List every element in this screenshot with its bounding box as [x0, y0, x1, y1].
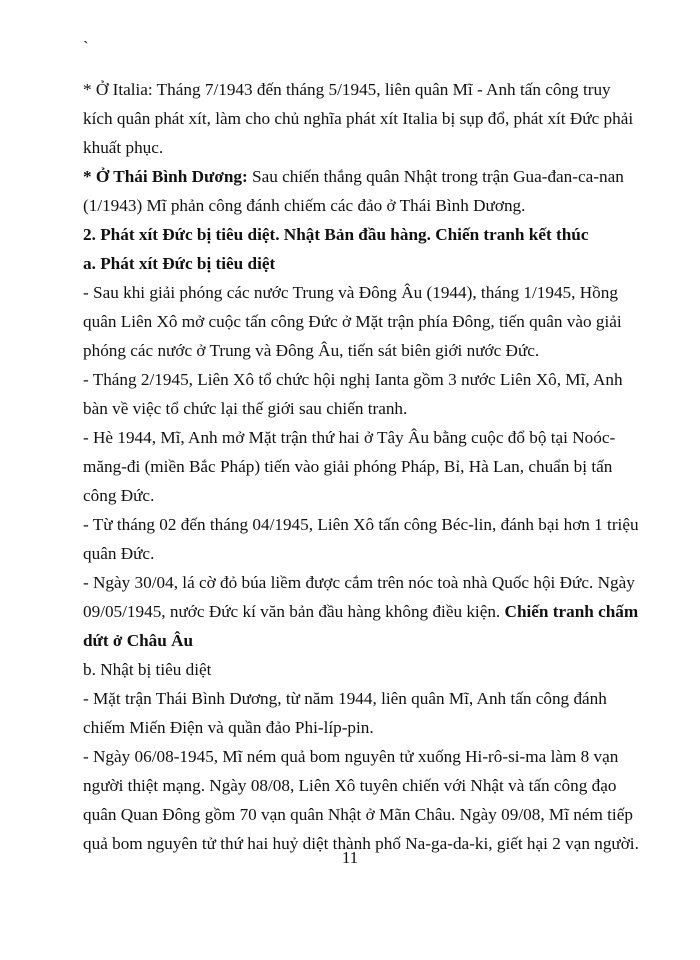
subsection-heading-b	[83, 655, 643, 684]
paragraph-second-front	[83, 423, 643, 510]
section-heading-2-text: 2. Phát xít Đức bị tiêu diệt. Nhật Bản đầu hàng. Chiến tranh kết thúc	[83, 225, 589, 244]
paragraph-berlin	[83, 510, 643, 568]
document-body	[83, 75, 643, 858]
paragraph-yalta	[83, 365, 643, 423]
subsection-heading-a	[83, 249, 643, 278]
paragraph-surrender-emphasis: Chiến tranh chấm dứt ở Châu Âu	[83, 602, 639, 650]
paragraph-atomic-bombs-text: - Ngày 06/08-1945, Mĩ ném quả bom nguyên tử xuống Hi-rô-si-ma làm 8 vạn người thiệt mạng. Ngày 08/08, Liên Xô tuyên chiến với Nhật và tấn công đạo quân Quan Đông gồm 70 vạn quân Nhật ở Mãn Châu. Ngày 09/08, Mĩ ném tiếp quả bom nguyên tử thứ hai huỷ diệt thành phố Na-ga-da-ki, giết hại 2 vạn người.	[83, 747, 639, 853]
paragraph-eastern-front-text: - Sau khi giải phóng các nước Trung và Đông Âu (1944), tháng 1/1945, Hồng quân Liên Xô mở cuộc tấn công Đức ở Mặt trận phía Đông, tiến quân vào giải phóng các nước ở Trung và Đông Âu, tiến sát biên giới nước Đức.	[83, 283, 622, 360]
paragraph-italia	[83, 75, 643, 162]
paragraph-atomic-bombs	[83, 742, 643, 858]
paragraph-pacific-front-text: - Mặt trận Thái Bình Dương, từ năm 1944, liên quân Mĩ, Anh tấn công đánh chiếm Miến Điện và quần đảo Phi-líp-pin.	[83, 689, 607, 737]
paragraph-surrender	[83, 568, 643, 655]
subsection-heading-b-text: b. Nhật bị tiêu diệt	[83, 660, 212, 679]
paragraph-eastern-front	[83, 278, 643, 365]
paragraph-pacific-lead: * Ở Thái Bình Dương:	[83, 167, 248, 186]
paragraph-pacific-text: Sau chiến thắng quân Nhật trong trận Gua-đan-ca-nan (1/1943) Mĩ phản công đánh chiếm các đảo ở Thái Bình Dương.	[83, 167, 624, 215]
paragraph-yalta-text: - Tháng 2/1945, Liên Xô tổ chức hội nghị Ianta gồm 3 nước Liên Xô, Mĩ, Anh bàn về việc tổ chức lại thế giới sau chiến tranh.	[83, 370, 623, 418]
paragraph-italia-text: * Ở Italia: Tháng 7/1943 đến tháng 5/1945, liên quân Mĩ - Anh tấn công truy kích quân phát xít, làm cho chủ nghĩa phát xít Italia bị sụp đổ, phát xít Đức phải khuất phục.	[83, 80, 634, 157]
paragraph-surrender-text: - Ngày 30/04, lá cờ đỏ búa liềm được cắm trên nóc toà nhà Quốc hội Đức. Ngày 09/05/1945, nước Đức kí văn bản đầu hàng không điều kiện.	[83, 573, 635, 621]
paragraph-berlin-text: - Từ tháng 02 đến tháng 04/1945, Liên Xô tấn công Béc-lin, đánh bại hơn 1 triệu quân Đức.	[83, 515, 639, 563]
paragraph-pacific	[83, 162, 643, 220]
paragraph-pacific-front	[83, 684, 643, 742]
paragraph-second-front-text: - Hè 1944, Mĩ, Anh mở Mặt trận thứ hai ở Tây Âu bằng cuộc đổ bộ tại Noóc-măng-đi (miền Bắc Pháp) tiến vào giải phóng Pháp, Bỉ, Hà Lan, chuẩn bị tấn công Đức.	[83, 428, 616, 505]
subsection-heading-a-text: a. Phát xít Đức bị tiêu diệt	[83, 254, 276, 273]
page-number: 11	[341, 848, 359, 867]
stray-backtick-mark: `	[83, 38, 89, 57]
section-heading-2	[83, 220, 643, 249]
